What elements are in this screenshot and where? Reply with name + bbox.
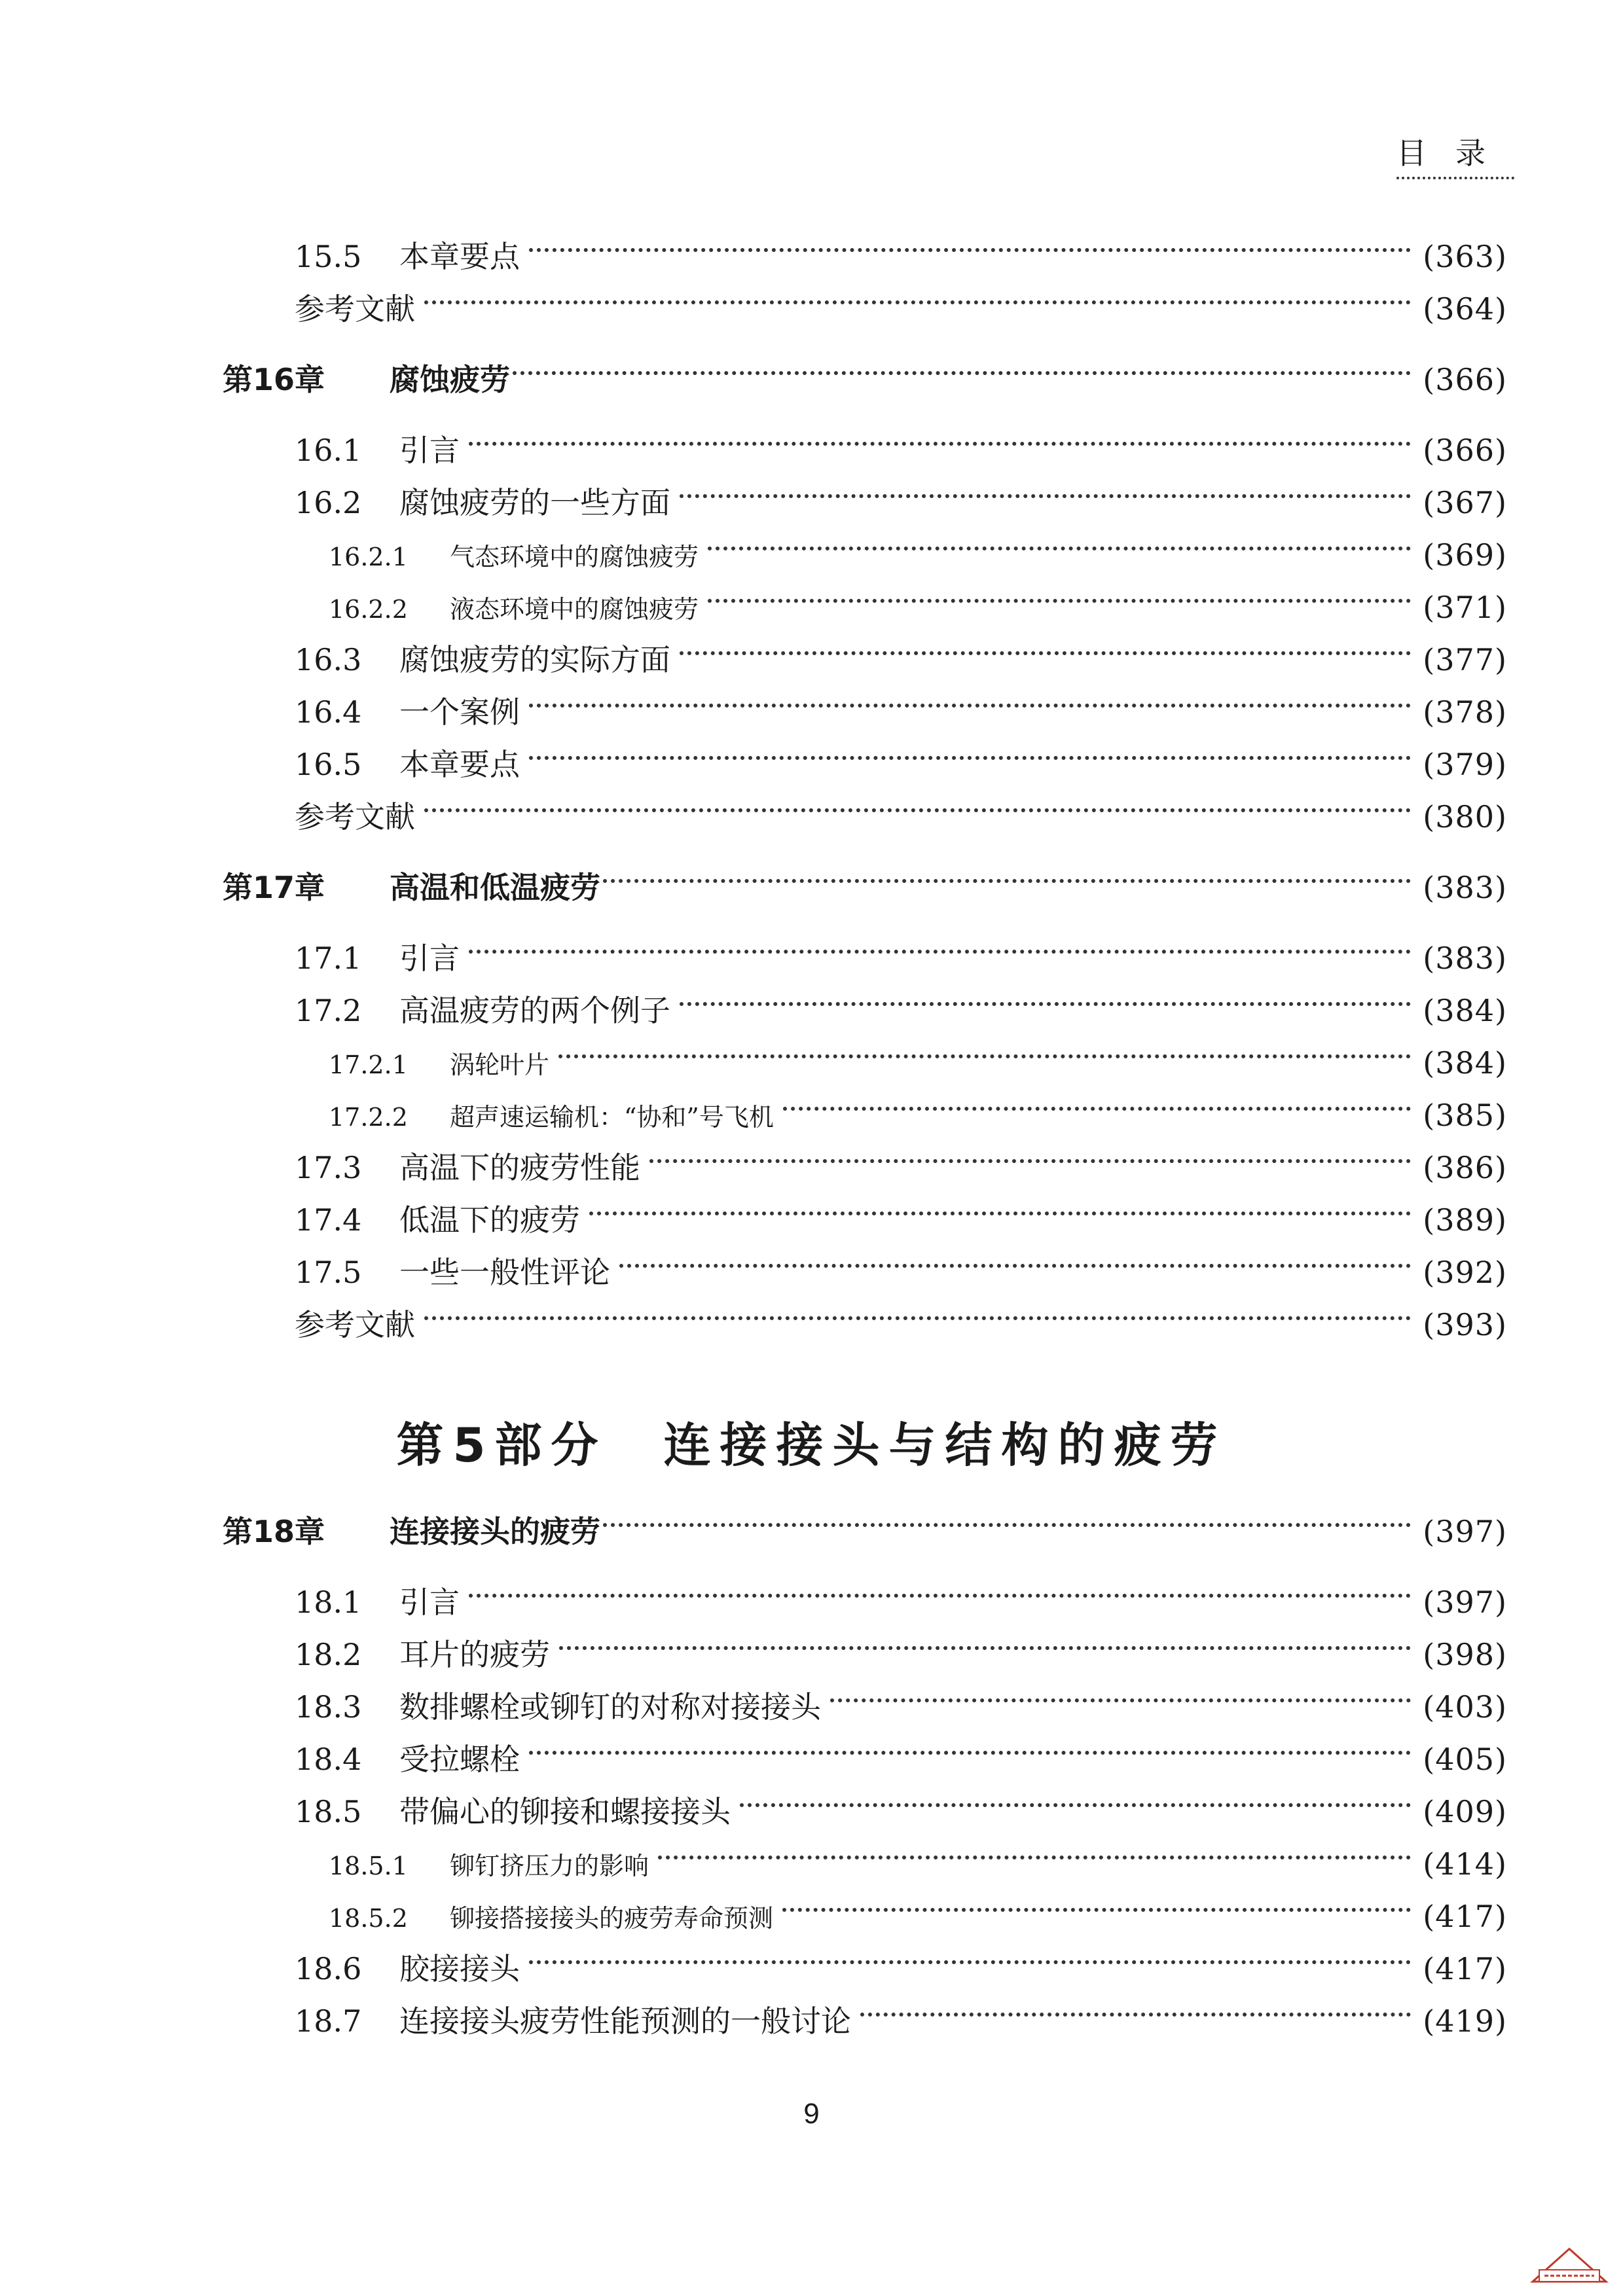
toc-section-row — [295, 1200, 1507, 1240]
toc-section-row — [295, 237, 1507, 276]
running-header: 目录 — [1396, 130, 1514, 179]
toc-section-row — [295, 939, 1507, 978]
dot-leader — [740, 1803, 1411, 1807]
toc-entry-number: 16.2.2 — [329, 595, 408, 624]
toc-refs-row — [295, 289, 1507, 329]
toc-entry-title: 胶接接头 — [399, 1951, 520, 1986]
toc-entry-title: 引言 — [399, 1585, 460, 1620]
toc-page-ref: (403) — [1423, 1689, 1507, 1725]
dot-leader — [708, 599, 1411, 603]
toc-entry-number: 17.2.2 — [329, 1103, 408, 1132]
page-number: 9 — [803, 2098, 820, 2130]
toc-subsection-row — [329, 535, 1507, 575]
dot-leader — [680, 1002, 1411, 1006]
watermark-stamp-icon — [1530, 2246, 1609, 2284]
toc-section-row — [295, 431, 1507, 470]
toc-entry-number: 17.3 — [295, 1150, 362, 1185]
toc-page-ref: (367) — [1423, 485, 1507, 520]
toc-page-ref: (386) — [1423, 1150, 1507, 1185]
toc-section-row — [295, 1583, 1507, 1622]
toc-entry-title: 气态环境中的腐蚀疲劳 — [450, 543, 699, 571]
dot-leader — [658, 1856, 1411, 1859]
toc-entry-title: 耳片的疲劳 — [399, 1637, 550, 1672]
toc-subsection-row — [329, 1043, 1507, 1083]
toc-entry-title: 本章要点 — [399, 239, 520, 274]
dot-leader — [589, 1211, 1411, 1215]
toc-page-ref: (377) — [1423, 642, 1507, 677]
toc-entry-number: 18.7 — [295, 2003, 362, 2039]
toc-entry-title: 涡轮叶片 — [450, 1050, 550, 1079]
toc-chapter-row — [223, 1512, 1507, 1551]
toc-entry-number: 16.2.1 — [329, 543, 408, 571]
toc-entry-number: 16.3 — [295, 642, 362, 677]
dot-leader — [469, 442, 1411, 446]
toc-entry-number: 16.5 — [295, 747, 362, 782]
dot-leader — [603, 879, 1411, 883]
dot-leader — [680, 494, 1411, 498]
dot-leader — [529, 704, 1411, 708]
toc-entry-title: 铆接搭接接头的疲劳寿命预测 — [450, 1904, 774, 1933]
toc-entry-title: 连接接头的疲劳 — [390, 1514, 600, 1549]
dot-leader — [529, 756, 1411, 760]
toc-chapter-row — [223, 868, 1507, 907]
toc-refs-row — [295, 797, 1507, 836]
toc-entry-title: 带偏心的铆接和螺接接头 — [399, 1794, 731, 1829]
toc-page-ref: (366) — [1423, 362, 1507, 397]
toc-chapter-row — [223, 360, 1507, 399]
toc-subsection-row — [329, 1844, 1507, 1884]
toc-entry-title: 高温和低温疲劳 — [390, 870, 600, 905]
toc-page-ref: (417) — [1423, 1899, 1507, 1934]
toc-section-row — [295, 1687, 1507, 1727]
toc-entry-number: 第17章 — [223, 870, 325, 905]
dot-leader — [469, 1594, 1411, 1598]
toc-entry-title: 参考文献 — [295, 291, 415, 327]
toc-entry-number: 17.2 — [295, 993, 362, 1028]
toc-entry-title: 超声速运输机：“协和”号飞机 — [450, 1103, 774, 1132]
toc-section-row — [295, 991, 1507, 1030]
toc-page-ref: (397) — [1423, 1514, 1507, 1549]
toc-entry-number: 第16章 — [223, 362, 325, 397]
dot-leader — [424, 808, 1411, 812]
toc-page-ref: (393) — [1423, 1307, 1507, 1342]
toc-entry-title: 腐蚀疲劳 — [390, 362, 510, 397]
toc-entry-title: 低温下的疲劳 — [399, 1202, 580, 1238]
toc-entry-number: 18.5.1 — [329, 1852, 408, 1880]
toc-entry-title: 连接接头疲劳性能预测的一般讨论 — [399, 2003, 851, 2039]
toc-entry-number: 18.2 — [295, 1637, 362, 1672]
toc-entry-title: 引言 — [399, 433, 460, 468]
toc-entry-title: 高温疲劳的两个例子 — [399, 993, 670, 1028]
toc-page-ref: (363) — [1423, 239, 1507, 274]
toc-entry-number: 18.4 — [295, 1742, 362, 1777]
toc-page-ref: (405) — [1423, 1742, 1507, 1777]
toc-entry-title: 受拉螺栓 — [399, 1742, 520, 1777]
toc-page-ref: (419) — [1423, 2003, 1507, 2039]
toc-subsection-row — [329, 1096, 1507, 1135]
toc-entry-number: 18.5 — [295, 1794, 362, 1829]
toc-entry-title: 高温下的疲劳性能 — [399, 1150, 640, 1185]
dot-leader — [424, 1316, 1411, 1320]
dot-leader — [783, 1107, 1411, 1111]
dot-leader — [830, 1698, 1411, 1702]
toc-section-row — [295, 1635, 1507, 1674]
dot-leader — [649, 1159, 1411, 1163]
toc-entry-title: 引言 — [399, 941, 460, 976]
dot-leader — [558, 1054, 1411, 1058]
toc-refs-row — [295, 1305, 1507, 1344]
toc-page-ref: (379) — [1423, 747, 1507, 782]
toc-page-ref: (364) — [1423, 291, 1507, 327]
toc-entry-number: 18.3 — [295, 1689, 362, 1725]
toc-page-ref: (380) — [1423, 799, 1507, 834]
toc-page-ref: (384) — [1423, 1045, 1507, 1081]
toc-page-ref: (369) — [1423, 537, 1507, 573]
toc-entry-number: 16.4 — [295, 694, 362, 730]
toc-page-ref: (366) — [1423, 433, 1507, 468]
toc-entry-number: 18.6 — [295, 1951, 362, 1986]
toc-page-ref: (385) — [1423, 1098, 1507, 1133]
toc-page-ref: (398) — [1423, 1637, 1507, 1672]
toc-section-row — [295, 483, 1507, 522]
toc-entry-number: 18.5.2 — [329, 1904, 408, 1933]
dot-leader — [680, 651, 1411, 655]
toc-entry-number: 17.5 — [295, 1255, 362, 1290]
toc-page-ref: (389) — [1423, 1202, 1507, 1238]
toc-entry-number: 16.2 — [295, 485, 362, 520]
dot-leader — [559, 1646, 1411, 1650]
toc-entry-number: 16.1 — [295, 433, 362, 468]
dot-leader — [424, 300, 1411, 304]
part-title: 第5部分 连接接头与结构的疲劳 — [396, 1418, 1227, 1473]
dot-leader — [782, 1908, 1411, 1912]
toc-subsection-row — [329, 1897, 1507, 1936]
toc-page-ref: (414) — [1423, 1846, 1507, 1882]
toc-page-ref: (392) — [1423, 1255, 1507, 1290]
toc-section-row — [295, 640, 1507, 679]
toc-page-ref: (384) — [1423, 993, 1507, 1028]
dot-leader — [708, 547, 1411, 550]
toc-section-row — [295, 1740, 1507, 1779]
toc-entry-title: 一个案例 — [399, 694, 520, 730]
dot-leader — [619, 1264, 1411, 1268]
toc-entry-number: 第18章 — [223, 1514, 325, 1549]
toc-entry-number: 17.4 — [295, 1202, 362, 1238]
toc-entry-number: 18.1 — [295, 1585, 362, 1620]
dot-leader — [603, 1523, 1411, 1527]
toc-page-ref: (378) — [1423, 694, 1507, 730]
toc-entry-number: 17.1 — [295, 941, 362, 976]
dot-leader — [529, 248, 1411, 252]
toc-entry-title: 腐蚀疲劳的一些方面 — [399, 485, 670, 520]
toc-entry-number: 15.5 — [295, 239, 362, 274]
toc-section-row — [295, 1148, 1507, 1187]
dot-leader — [469, 950, 1411, 954]
toc-section-row — [295, 692, 1507, 732]
toc-entry-number: 17.2.1 — [329, 1050, 408, 1079]
toc-page-ref: (397) — [1423, 1585, 1507, 1620]
dot-leader — [529, 1751, 1411, 1755]
toc-page-ref: (371) — [1423, 590, 1507, 625]
toc-section-row — [295, 2001, 1507, 2041]
dot-leader — [860, 2013, 1411, 2017]
toc-page-ref: (383) — [1423, 941, 1507, 976]
toc-section-row — [295, 1253, 1507, 1292]
dot-leader — [529, 1960, 1411, 1964]
toc-entry-title: 铆钉挤压力的影响 — [450, 1852, 649, 1880]
toc-section-row — [295, 1949, 1507, 1988]
toc-entry-title: 参考文献 — [295, 1307, 415, 1342]
toc-entry-title: 本章要点 — [399, 747, 520, 782]
toc-entry-title: 液态环境中的腐蚀疲劳 — [450, 595, 699, 624]
toc-section-row — [295, 745, 1507, 784]
toc-subsection-row — [329, 588, 1507, 627]
toc-entry-title: 一些一般性评论 — [399, 1255, 610, 1290]
toc-page-ref: (417) — [1423, 1951, 1507, 1986]
toc-page-ref: (383) — [1423, 870, 1507, 905]
toc-entry-title: 参考文献 — [295, 799, 415, 834]
dot-leader — [513, 371, 1411, 375]
toc-section-row — [295, 1792, 1507, 1831]
toc-entry-title: 数排螺栓或铆钉的对称对接接头 — [399, 1689, 821, 1725]
toc-page-ref: (409) — [1423, 1794, 1507, 1829]
toc-entry-title: 腐蚀疲劳的实际方面 — [399, 642, 670, 677]
